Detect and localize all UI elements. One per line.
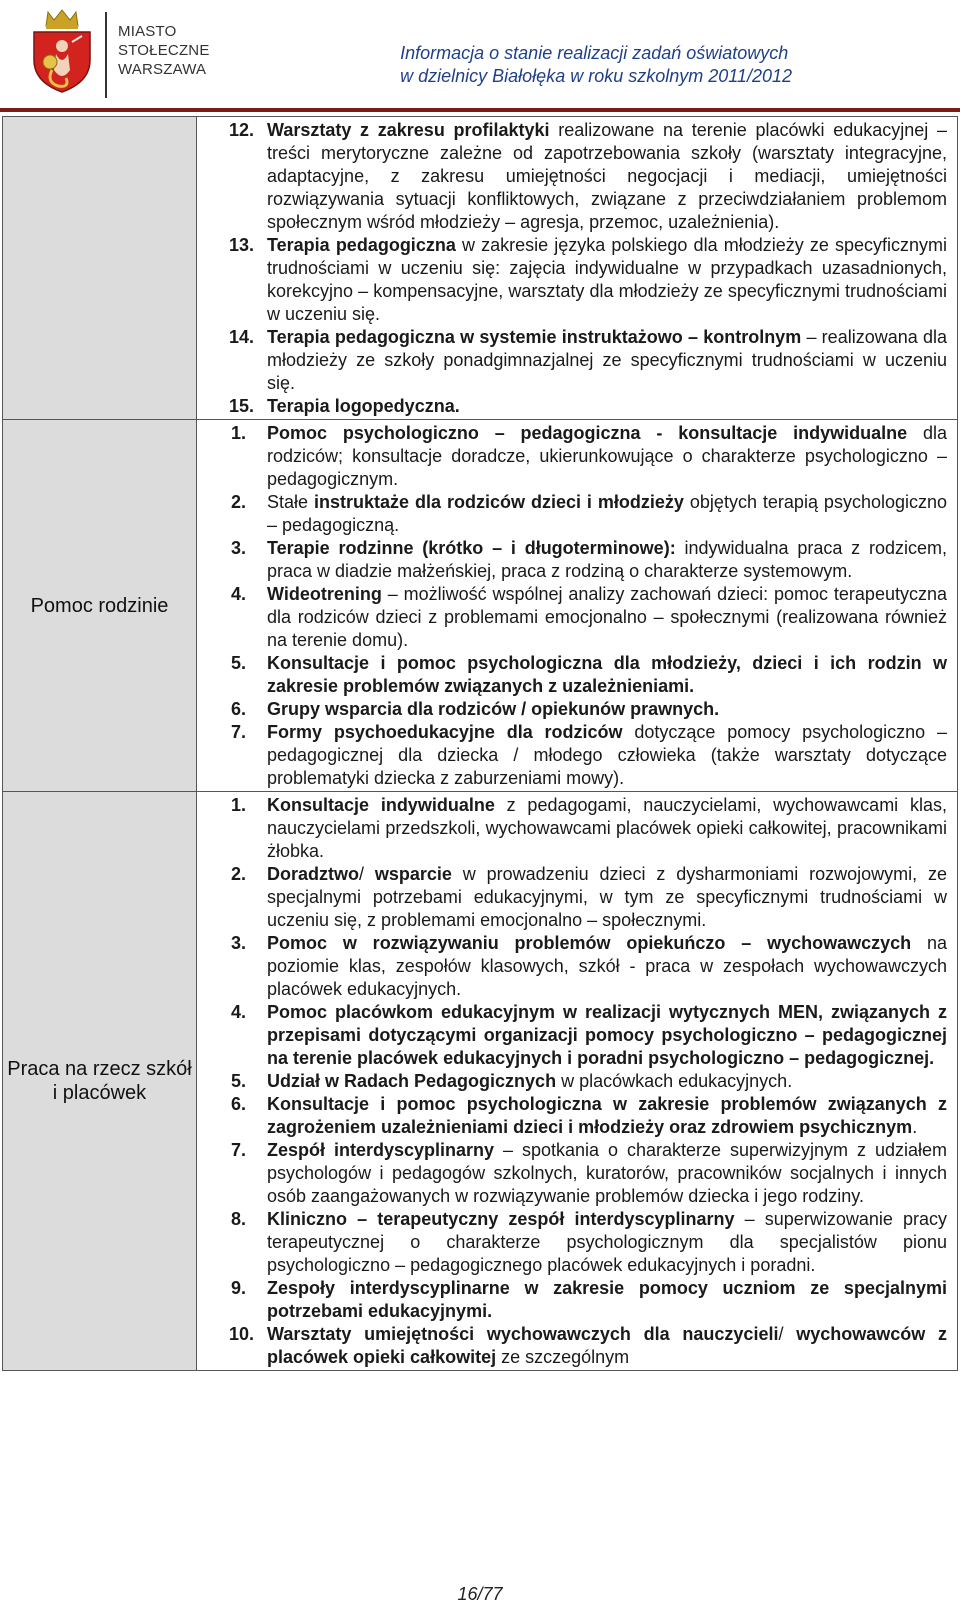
list-item xyxy=(197,326,947,395)
item-text: w prowadzeniu dzieci z dysharmoniami rozwojowymi, ze specjalnymi potrzebami edukacyjnymi, w tym ze specyficznymi trudnościami w uczeniu się, z problemami emocjonalno – społecznymi. xyxy=(267,864,947,930)
page-number: 16/77 xyxy=(457,1584,503,1604)
item-number: 1. xyxy=(231,795,247,815)
list-item xyxy=(197,1070,947,1093)
item-number: 2. xyxy=(231,864,247,884)
list-item xyxy=(197,1139,947,1208)
item-heading: Warsztaty z zakresu profilaktyki xyxy=(267,120,550,140)
item-text-prefix: Stałe xyxy=(267,492,314,512)
logo-divider xyxy=(105,12,107,98)
item-text-separator: / xyxy=(778,1324,797,1344)
item-heading: Zespoły interdyscyplinarne w zakresie pomocy uczniom ze specjalnymi potrzebami edukacyjnymi. xyxy=(267,1278,947,1321)
item-number: 9. xyxy=(231,1278,247,1298)
item-number: 3. xyxy=(231,538,247,558)
item-number: 6. xyxy=(231,699,247,719)
item-number: 14. xyxy=(229,327,255,347)
list-item xyxy=(197,234,947,326)
item-heading: Wideotrening xyxy=(267,584,382,604)
section-label: Pomoc rodzinie xyxy=(3,420,197,792)
item-heading: Terapia logopedyczna. xyxy=(267,396,460,416)
item-number: 10. xyxy=(229,1324,255,1344)
item-number: 4. xyxy=(231,584,247,604)
item-number: 7. xyxy=(231,722,247,742)
item-heading: Zespół interdyscyplinarny xyxy=(267,1140,495,1160)
item-heading-2: wsparcie xyxy=(374,864,452,884)
list-item xyxy=(197,1277,947,1323)
content-table xyxy=(2,116,958,1371)
item-heading: instruktaże dla rodziców dzieci i młodzieży xyxy=(314,492,684,512)
document-title-line: w dzielnicy Białołęka w roku szkolnym 2011/2012 xyxy=(400,66,792,86)
item-number: 12. xyxy=(229,120,255,140)
warsaw-mermaid-crest-icon xyxy=(26,8,98,94)
item-number: 15. xyxy=(229,396,255,416)
item-text: – superwizowanie pracy terapeutycznej o charakterze psychologicznym dla specjalistów pionu psychologiczno – pedagogicznego placówek edukacyjnych i poradni. xyxy=(267,1209,947,1275)
list-item xyxy=(197,583,947,652)
table-row xyxy=(3,792,958,1371)
section-label: Praca na rzecz szkół i placówek xyxy=(3,792,197,1371)
document-title xyxy=(400,42,792,88)
item-number: 8. xyxy=(231,1209,247,1229)
item-text: dla rodziców; konsultacje doradcze, ukierunkowujące o charakterze psychologiczno – pedagogicznym. xyxy=(267,423,947,489)
item-number: 13. xyxy=(229,235,255,255)
item-number: 2. xyxy=(231,492,247,512)
item-heading: Konsultacje i pomoc psychologiczna dla młodzieży, dzieci i ich rodzin w zakresie problemów związanych z uzależnieniami. xyxy=(267,653,947,696)
item-heading: Pomoc psychologiczno – pedagogiczna - konsultacje indywidualne xyxy=(267,423,908,443)
item-heading: Formy psychoedukacyjne dla rodziców xyxy=(267,722,623,742)
table-row xyxy=(3,420,958,792)
item-text: z pedagogami, nauczycielami, wychowawcami klas, nauczycielami przedszkoli, wychowawcami placówek opieki całkowitej, pracownikami żłobka. xyxy=(267,795,947,861)
table-row xyxy=(3,117,958,420)
item-text: ze szczególnym xyxy=(496,1347,630,1367)
item-number: 3. xyxy=(231,933,247,953)
item-list xyxy=(197,119,947,418)
list-item xyxy=(197,1001,947,1070)
item-text: w placówkach edukacyjnych. xyxy=(556,1071,793,1091)
list-item xyxy=(197,422,947,491)
item-number: 4. xyxy=(231,1002,247,1022)
list-item xyxy=(197,698,947,721)
item-text: indywidualna praca z rodzicem, praca w diadzie małżeńskiej, praca z rodziną o charakterze systemowym. xyxy=(267,538,947,581)
item-number: 1. xyxy=(231,423,247,443)
item-text: objętych terapią psychologiczno – pedagogiczną. xyxy=(267,492,947,535)
item-heading: Terapie rodzinne (krótko – i długoterminowe): xyxy=(267,538,676,558)
header-rule xyxy=(0,108,960,112)
list-item xyxy=(197,395,947,418)
item-heading: Udział w Radach Pedagogicznych xyxy=(267,1071,557,1091)
list-item xyxy=(197,491,947,537)
item-heading: Kliniczno – terapeutyczny zespół interdyscyplinarny xyxy=(267,1209,735,1229)
list-item xyxy=(197,1208,947,1277)
page-header xyxy=(0,0,960,114)
section-content xyxy=(197,792,958,1371)
item-number: 6. xyxy=(231,1094,247,1114)
item-heading: Pomoc w rozwiązywaniu problemów opiekuńczo – wychowawczych xyxy=(267,933,912,953)
item-heading: Konsultacje i pomoc psychologiczna w zakresie problemów związanych z zagrożeniem uzależnieniami dzieci i młodzieży oraz zdrowiem psychicznym xyxy=(267,1094,947,1137)
item-heading: Pomoc placówkom edukacyjnym w realizacji wytycznych MEN, związanych z przepisami dotyczącymi organizacji pomocy psychologiczno – pedagogicznej na terenie placówek edukacyjnych i poradni psychologiczno – pedagogicznej. xyxy=(267,1002,947,1068)
item-text: na poziomie klas, zespołów klasowych, szkół - praca w zespołach wychowawczych placówek edukacyjnych. xyxy=(267,933,947,999)
list-item xyxy=(197,652,947,698)
item-heading: Terapia pedagogiczna w systemie instruktażowo – kontrolnym xyxy=(267,327,802,347)
list-item xyxy=(197,794,947,863)
item-heading: Terapia pedagogiczna xyxy=(267,235,456,255)
item-text: – spotkania o charakterze superwizyjnym z udziałem psychologów i pedagogów szkolnych, kuratorów, pracowników socjalnych i innych osób zaangażowanych w rozwiązywanie problemów dziecka i jego rodziny. xyxy=(267,1140,947,1206)
list-item xyxy=(197,537,947,583)
item-text: w zakresie języka polskiego dla młodzieży ze specyficznymi trudnościami w uczeniu się: zajęcia indywidualne w przypadkach uzasadnionych, korekcyjno – kompensacyjne, warsztaty dla młodzieży ze specyficznymi trudnościami w uczeniu się. xyxy=(267,235,948,324)
item-heading: Doradztwo xyxy=(267,864,359,884)
item-text: – możliwość wspólnej analizy zachowań dzieci: pomoc terapeutyczna dla rodziców dzieci z problemami emocjonalno – społecznymi (realizowana również na terenie domu). xyxy=(267,584,947,650)
item-text: – realizowana dla młodzieży ze szkoły ponadgimnazjalnej ze specyficznymi trudnościami w uczeniu się. xyxy=(267,327,947,393)
logo-line: STOŁECZNE xyxy=(118,42,210,59)
item-heading: Grupy wsparcia dla rodziców / opiekunów prawnych. xyxy=(267,699,720,719)
document-title-line: Informacja o stanie realizacji zadań oświatowych xyxy=(400,43,789,63)
list-item xyxy=(197,119,947,234)
item-number: 7. xyxy=(231,1140,247,1160)
list-item xyxy=(197,932,947,1001)
section-content xyxy=(197,117,958,420)
list-item xyxy=(197,721,947,790)
item-text: dotyczące pomocy psychologiczno – pedagogicznej dla dziecka / młodego człowieka (także warsztaty dotyczące problematyki dziecka z zaburzeniami mowy). xyxy=(267,722,947,788)
item-text-separator: / xyxy=(359,864,375,884)
item-text: realizowane na terenie placówki edukacyjnej – treści merytoryczne zależne od zapotrzebowania szkoły (warsztaty integracyjne, adaptacyjne, z zakresu umiejętności negocjacji i mediacji, umiejętności rozwiązywania sytuacji konfliktowych, związane z przeciwdziałaniem problemom społecznym wśród młodzieży – agresja, przemoc, uzależnienia). xyxy=(267,120,947,232)
item-number: 5. xyxy=(231,653,247,673)
section-label xyxy=(3,117,197,420)
item-heading: Konsultacje indywidualne xyxy=(267,795,495,815)
list-item xyxy=(197,1323,947,1369)
city-logo-text xyxy=(118,22,210,79)
item-heading-2: wychowawców z placówek opieki całkowitej xyxy=(267,1324,947,1367)
section-content xyxy=(197,420,958,792)
logo-line: WARSZAWA xyxy=(118,61,207,78)
item-heading: Warsztaty umiejętności wychowawczych dla nauczycieli xyxy=(267,1324,779,1344)
logo-line: MIASTO xyxy=(118,23,177,40)
item-list xyxy=(197,422,947,790)
item-list xyxy=(197,794,947,1369)
list-item xyxy=(197,1093,947,1139)
item-text: . xyxy=(912,1117,918,1137)
item-number: 5. xyxy=(231,1071,247,1091)
list-item xyxy=(197,863,947,932)
